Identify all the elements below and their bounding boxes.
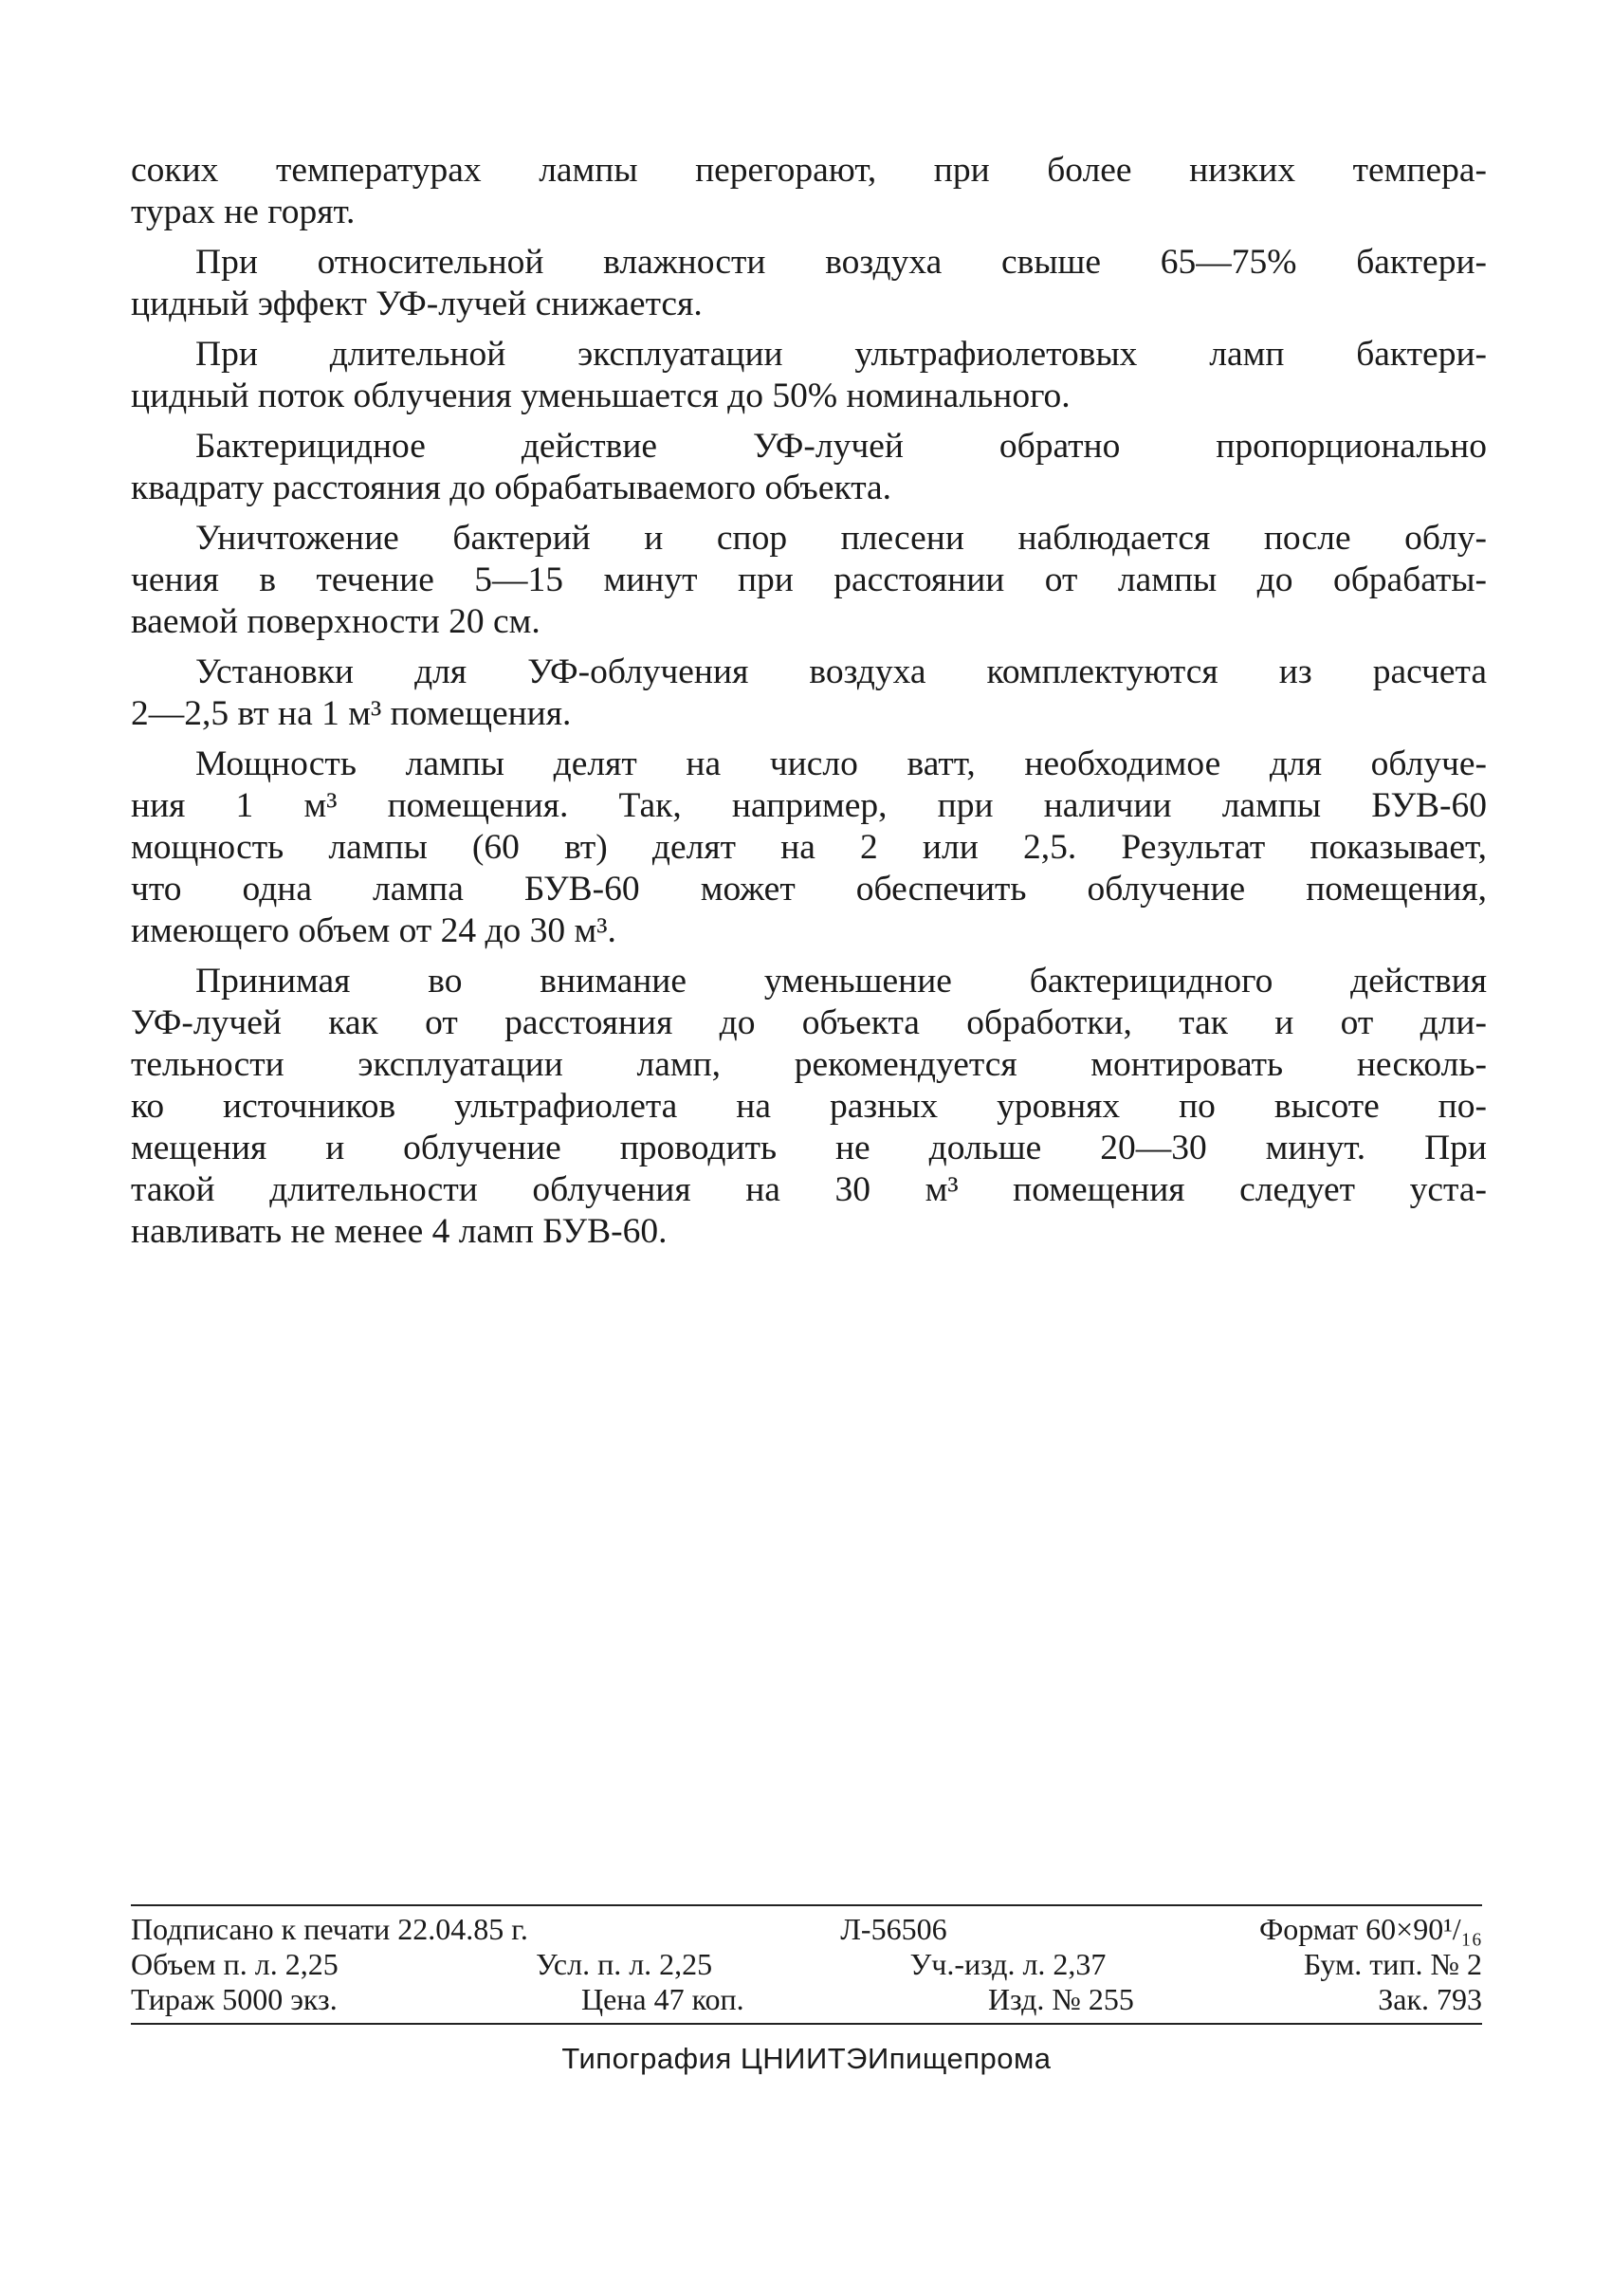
printing-house: Типография ЦНИИТЭИпищепрома	[561, 2042, 1052, 2075]
paragraph	[131, 652, 1487, 735]
imprint-bottom-rule	[131, 2023, 1482, 2025]
text-line: мощность лампы (60 вт) делят на 2 или 2,5. Результат показывает,	[131, 828, 1487, 867]
imprint-cell: Уч.-изд. л. 2,37	[909, 1947, 1107, 1981]
imprint-row	[131, 1912, 1482, 1947]
text-line: что одна лампа БУВ-60 может обеспечить облучение помещения,	[131, 870, 1487, 909]
imprint-row	[131, 1982, 1482, 2017]
text-line: чения в течение 5—15 минут при расстоянии от лампы до обрабаты-	[131, 560, 1487, 599]
text-line: ваемой поверхности 20 см.	[131, 602, 540, 641]
paragraph	[131, 518, 1487, 643]
imprint-cell: Бум. тип. № 2	[1303, 1947, 1482, 1981]
text-line: УФ-лучей как от расстояния до объекта обработки, так и от дли-	[131, 1003, 1487, 1042]
text-line: цидный поток облучения уменьшается до 50% номинального.	[131, 377, 1071, 415]
text-line: турах не горят.	[131, 193, 356, 231]
imprint-cell: Зак. 793	[1378, 1982, 1482, 2016]
text-line: При относительной влажности воздуха свыше 65—75% бактери-	[195, 243, 1487, 282]
paragraph	[131, 961, 1487, 1253]
paragraph	[131, 242, 1487, 325]
imprint-cell: Формат 60×90¹/₁₆	[1258, 1912, 1482, 1946]
text-line: ко источников ультрафиолета на разных уровнях по высоте по-	[131, 1087, 1487, 1126]
imprint-cell: Усл. п. л. 2,25	[536, 1947, 713, 1981]
paragraph	[131, 150, 1487, 233]
text-line: цидный эффект УФ-лучей снижается.	[131, 285, 703, 323]
imprint-row	[131, 1947, 1482, 1982]
paragraph	[131, 334, 1487, 417]
imprint-cell: Объем п. л. 2,25	[131, 1947, 339, 1981]
text-line: ния 1 м³ помещения. Так, например, при наличии лампы БУВ-60	[131, 786, 1487, 825]
paragraph	[131, 426, 1487, 509]
main-text	[131, 150, 1487, 1261]
text-line: имеющего объем от 24 до 30 м³.	[131, 911, 616, 950]
text-line: Мощность лампы делят на число ватт, необходимое для облуче-	[195, 744, 1487, 783]
imprint-cell: Изд. № 255	[987, 1982, 1134, 2016]
text-line: Уничтожение бактерий и спор плесени наблюдается после облу-	[195, 519, 1487, 558]
imprint-block	[131, 1904, 1482, 2076]
text-line: Принимая во внимание уменьшение бактерицидного действия	[195, 962, 1487, 1001]
text-line: 2—2,5 вт на 1 м³ помещения.	[131, 694, 572, 733]
text-line: такой длительности облучения на 30 м³ помещения следует уста-	[131, 1170, 1487, 1209]
text-line: квадрату расстояния до обрабатываемого объекта.	[131, 468, 892, 507]
paragraph	[131, 744, 1487, 952]
imprint-cell: Цена 47 коп.	[580, 1982, 744, 2016]
text-line: тельности эксплуатации ламп, рекомендуется монтировать несколь-	[131, 1045, 1487, 1084]
imprint-cell: Подписано к печати 22.04.85 г.	[131, 1912, 528, 1946]
text-line: навливать не менее 4 ламп БУВ-60.	[131, 1212, 668, 1251]
text-line: Бактерицидное действие УФ-лучей обратно пропорционально	[195, 427, 1487, 466]
text-line: соких температурах лампы перегорают, при более низких темпера-	[131, 151, 1487, 190]
imprint-cell: Л-56506	[840, 1912, 947, 1946]
imprint-rows	[131, 1906, 1482, 2023]
text-line: При длительной эксплуатации ультрафиолетовых ламп бактери-	[195, 335, 1487, 374]
text-line: Установки для УФ-облучения воздуха комплектуются из расчета	[195, 652, 1487, 691]
imprint-cell: Тираж 5000 экз.	[131, 1982, 338, 2016]
text-line: мещения и облучение проводить не дольше 20—30 минут. При	[131, 1129, 1487, 1167]
